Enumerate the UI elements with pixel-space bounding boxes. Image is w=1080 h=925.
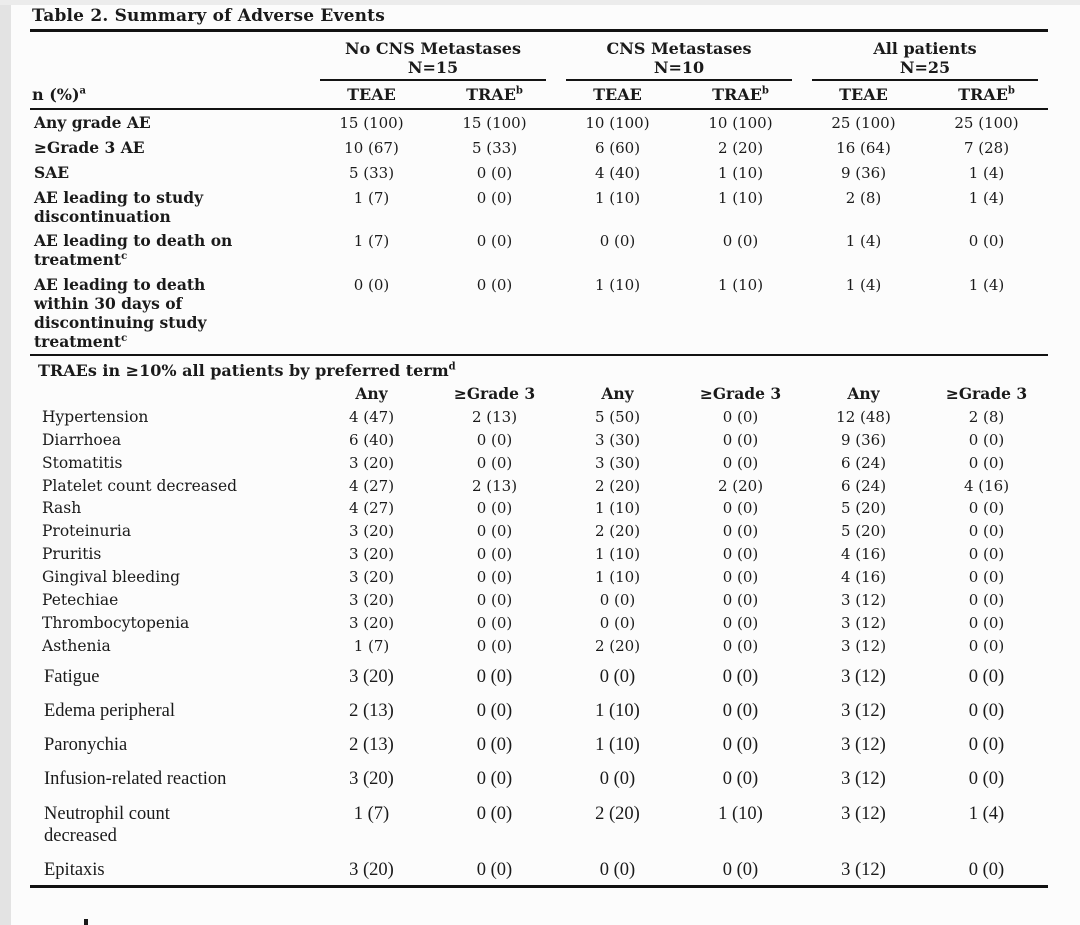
value-cell: 25 (100)	[954, 113, 1019, 132]
value-cell: 0 (0)	[476, 769, 513, 790]
row-label: Epitaxis	[30, 851, 310, 887]
group-name: CNS Metastases	[606, 39, 752, 58]
value-cell: 6 (40)	[348, 430, 395, 449]
value-cell: 3 (20)	[348, 545, 395, 564]
value-cell: 3 (12)	[840, 591, 887, 610]
table-row	[30, 566, 1048, 589]
value-cell: 2 (13)	[349, 735, 394, 756]
value-cell: 4 (27)	[348, 476, 395, 495]
value-cell: 3 (20)	[349, 769, 394, 790]
row-label: Diarrhoea	[42, 430, 122, 449]
value-cell: 3 (12)	[841, 666, 886, 687]
value-cell: 25 (100)	[831, 113, 896, 132]
value-cell: 4 (27)	[348, 499, 395, 518]
value-cell: 1 (7)	[353, 188, 390, 207]
value-cell: 0 (0)	[476, 591, 513, 610]
value-cell: 0 (0)	[722, 545, 759, 564]
value-cell: 0 (0)	[476, 614, 513, 633]
value-cell: 0 (0)	[476, 735, 513, 756]
row-label: Edema peripheral	[44, 701, 175, 722]
value-cell: 0 (0)	[722, 430, 759, 449]
row-label: Any grade AE	[34, 112, 151, 132]
value-cell: 1 (10)	[594, 188, 641, 207]
value-cell: 0 (0)	[722, 522, 759, 541]
section2-title: TRAEs in ≥10% all patients by preferred term$^d$	[30, 355, 1048, 382]
value-cell: 3 (12)	[841, 735, 886, 756]
value-cell: 3 (12)	[840, 614, 887, 633]
value-cell: 16 (64)	[836, 138, 891, 157]
value-cell: 2 (20)	[717, 476, 764, 495]
footnote-cutoff-mark	[84, 919, 88, 925]
value-cell: 0 (0)	[476, 545, 513, 564]
value-cell: 2 (20)	[717, 138, 764, 157]
value-cell: 1 (7)	[353, 803, 390, 824]
section2-subheader-row	[30, 382, 1048, 406]
value-cell: 6 (24)	[840, 453, 887, 472]
value-cell: 0 (0)	[968, 614, 1005, 633]
value-cell: 0 (0)	[476, 430, 513, 449]
table-row	[30, 135, 1048, 160]
group-name: All patients	[873, 39, 977, 58]
value-cell: 6 (60)	[594, 138, 641, 157]
value-cell: 10 (100)	[708, 113, 773, 132]
table-row	[30, 429, 1048, 452]
table-row	[30, 406, 1048, 429]
value-cell: 7 (28)	[963, 138, 1010, 157]
table-row	[30, 185, 1048, 229]
value-cell: 0 (0)	[968, 430, 1005, 449]
value-cell: 15 (100)	[339, 113, 404, 132]
value-cell: 0 (0)	[968, 568, 1005, 587]
table-row	[30, 543, 1048, 566]
value-cell: 0 (0)	[476, 803, 513, 824]
row-label: Gingival bleeding	[42, 568, 181, 587]
group-header-cns	[556, 32, 802, 81]
value-cell: 3 (20)	[310, 851, 433, 887]
value-cell: 2 (20)	[594, 522, 641, 541]
value-cell: 0 (0)	[968, 499, 1005, 518]
value-cell: 2 (13)	[471, 476, 518, 495]
value-cell: 0 (0)	[476, 701, 513, 722]
col-header-trae: TRAE$^b$	[925, 81, 1048, 109]
value-cell: 0 (0)	[968, 636, 1005, 655]
value-cell: 0 (0)	[476, 568, 513, 587]
value-cell: 1 (4)	[968, 803, 1005, 824]
value-cell: 0 (0)	[722, 453, 759, 472]
table-row	[30, 635, 1048, 658]
group-header-all-patients	[802, 32, 1048, 81]
subheader-row	[30, 81, 1048, 109]
value-cell: 1 (10)	[594, 499, 641, 518]
row-label: AE leading to death on treatment$^c$	[34, 231, 233, 270]
value-cell: 3 (30)	[594, 453, 641, 472]
row-label: AE leading to study discontinuation	[34, 187, 204, 226]
value-cell: 0 (0)	[476, 522, 513, 541]
col-header-any: Any	[355, 383, 388, 403]
value-cell: 3 (20)	[348, 614, 395, 633]
row-label: Hypertension	[42, 407, 149, 426]
value-cell: 1 (10)	[717, 188, 764, 207]
value-cell: 0 (0)	[968, 769, 1005, 790]
section2-header-row	[30, 355, 1048, 382]
value-cell: 4 (16)	[840, 545, 887, 564]
value-cell: 1 (10)	[594, 545, 641, 564]
value-cell: 0 (0)	[599, 666, 636, 687]
col-header-trae: TRAE$^b$	[433, 81, 556, 109]
value-cell: 5 (20)	[840, 499, 887, 518]
table-row	[30, 520, 1048, 543]
empty-cell	[30, 382, 310, 406]
value-cell: 0 (0)	[599, 769, 636, 790]
value-cell: 4 (40)	[594, 163, 641, 182]
value-cell: 0 (0)	[722, 735, 759, 756]
value-cell: 12 (48)	[836, 407, 891, 426]
value-cell: 0 (0)	[599, 232, 636, 251]
table-row	[30, 160, 1048, 185]
value-cell: 0 (0)	[476, 636, 513, 655]
value-cell: 0 (0)	[925, 851, 1048, 887]
value-cell: 10 (100)	[585, 113, 650, 132]
group-n: N=10	[653, 58, 705, 78]
table-row	[30, 612, 1048, 635]
value-cell: 1 (10)	[595, 735, 640, 756]
value-cell: 0 (0)	[722, 636, 759, 655]
value-cell: 0 (0)	[599, 591, 636, 610]
table-row	[30, 452, 1048, 475]
value-cell: 0 (0)	[476, 163, 513, 182]
value-cell: 0 (0)	[722, 232, 759, 251]
value-cell: 0 (0)	[476, 666, 513, 687]
table-row	[30, 272, 1048, 355]
value-cell: 5 (33)	[471, 138, 518, 157]
value-cell: 3 (20)	[348, 522, 395, 541]
row-label: Asthenia	[42, 636, 111, 655]
col-header-grade3: ≥Grade 3	[945, 383, 1028, 403]
col-header-grade3: ≥Grade 3	[453, 383, 536, 403]
value-cell: 5 (20)	[840, 522, 887, 541]
value-cell: 0 (0)	[476, 499, 513, 518]
table-title: Table 2. Summary of Adverse Events	[30, 6, 1048, 32]
value-cell: 0 (0)	[968, 735, 1005, 756]
row-label: Thrombocytopenia	[42, 614, 190, 633]
value-cell: 2 (20)	[594, 476, 641, 495]
empty-corner-cell	[30, 32, 310, 81]
value-cell: 1 (7)	[353, 232, 390, 251]
value-cell: 0 (0)	[722, 769, 759, 790]
value-cell: 2 (20)	[595, 803, 640, 824]
row-label: Paronychia	[44, 735, 128, 756]
value-cell: 1 (10)	[594, 276, 641, 295]
value-cell: 0 (0)	[476, 453, 513, 472]
value-cell: 0 (0)	[556, 851, 679, 887]
table-row	[30, 692, 1048, 726]
value-cell: 3 (12)	[841, 803, 886, 824]
value-cell: 2 (8)	[968, 407, 1005, 426]
value-cell: 2 (13)	[349, 701, 394, 722]
group-header-no-cns	[310, 32, 556, 81]
group-n: N=25	[899, 58, 951, 78]
row-label: Pruritis	[42, 545, 102, 564]
value-cell: 3 (12)	[841, 769, 886, 790]
value-cell: 1 (10)	[717, 163, 764, 182]
value-cell: 0 (0)	[968, 701, 1005, 722]
value-cell: 0 (0)	[476, 232, 513, 251]
value-cell: 3 (20)	[348, 568, 395, 587]
column-group-header-row	[30, 32, 1048, 81]
value-cell: 0 (0)	[722, 568, 759, 587]
value-cell: 2 (13)	[471, 407, 518, 426]
row-label: Rash	[42, 499, 82, 518]
value-cell: 2 (20)	[594, 636, 641, 655]
col-header-trae: TRAE$^b$	[679, 81, 802, 109]
value-cell: 5 (33)	[348, 163, 395, 182]
value-cell: 9 (36)	[840, 163, 887, 182]
value-cell: 10 (67)	[344, 138, 399, 157]
table-row	[30, 109, 1048, 135]
value-cell: 0 (0)	[433, 851, 556, 887]
table-row	[30, 726, 1048, 760]
table-row	[30, 497, 1048, 520]
value-cell: 0 (0)	[722, 499, 759, 518]
row-label: SAE	[34, 162, 70, 182]
group-n: N=15	[407, 58, 459, 78]
col-header-any: Any	[847, 383, 880, 403]
table-row	[30, 851, 1048, 887]
value-cell: 1 (4)	[968, 163, 1005, 182]
table-row	[30, 658, 1048, 692]
table-row	[30, 475, 1048, 498]
value-cell: 4 (16)	[840, 568, 887, 587]
value-cell: 1 (10)	[595, 701, 640, 722]
value-cell: 0 (0)	[722, 701, 759, 722]
value-cell: 0 (0)	[968, 545, 1005, 564]
value-cell: 0 (0)	[722, 666, 759, 687]
table-row	[30, 589, 1048, 612]
value-cell: 0 (0)	[722, 614, 759, 633]
value-cell: 0 (0)	[968, 232, 1005, 251]
value-cell: 1 (10)	[717, 276, 764, 295]
value-cell: 1 (4)	[968, 188, 1005, 207]
row-label: AE leading to death within 30 days of discontinuing study treatment$^c$	[34, 275, 207, 351]
col-header-teae: TEAE	[802, 81, 925, 109]
value-cell: 3 (12)	[840, 636, 887, 655]
value-cell: 9 (36)	[840, 430, 887, 449]
row-label: Proteinuria	[42, 522, 132, 541]
value-cell: 0 (0)	[968, 453, 1005, 472]
col-header-teae: TEAE	[310, 81, 433, 109]
scan-edge-top	[0, 0, 1080, 5]
row-label: Fatigue	[44, 666, 100, 687]
value-cell: 2 (8)	[845, 188, 882, 207]
value-cell: 3 (12)	[802, 851, 925, 887]
row-label: Petechiae	[42, 591, 119, 610]
value-cell: 1 (10)	[718, 803, 763, 824]
value-cell: 0 (0)	[679, 851, 802, 887]
value-cell: 15 (100)	[462, 113, 527, 132]
value-cell: 1 (10)	[594, 568, 641, 587]
value-cell: 5 (50)	[594, 407, 641, 426]
value-cell: 0 (0)	[722, 591, 759, 610]
row-label: Platelet count decreased	[42, 476, 238, 495]
value-cell: 3 (20)	[349, 666, 394, 687]
row-label: Stomatitis	[42, 453, 123, 472]
table-row	[30, 760, 1048, 794]
value-cell: 0 (0)	[476, 188, 513, 207]
row-label: ≥Grade 3 AE	[34, 137, 145, 157]
value-cell: 3 (12)	[841, 701, 886, 722]
col-header-teae: TEAE	[556, 81, 679, 109]
adverse-events-table	[30, 32, 1048, 888]
value-cell: 1 (4)	[845, 232, 882, 251]
row-label: Neutrophil count decreased	[44, 803, 170, 846]
value-cell: 4 (47)	[348, 407, 395, 426]
col-header-any: Any	[601, 383, 634, 403]
value-cell: 1 (4)	[968, 276, 1005, 295]
value-cell: 0 (0)	[599, 614, 636, 633]
row-label: Infusion-related reaction	[44, 769, 227, 790]
group-name: No CNS Metastases	[345, 39, 521, 58]
value-cell: 3 (20)	[348, 591, 395, 610]
table-row	[30, 228, 1048, 272]
value-cell: 3 (30)	[594, 430, 641, 449]
value-cell: 0 (0)	[968, 591, 1005, 610]
value-cell: 1 (4)	[845, 276, 882, 295]
n-percent-header: n (%)$^a$	[30, 81, 310, 109]
value-cell: 0 (0)	[722, 407, 759, 426]
value-cell: 0 (0)	[968, 666, 1005, 687]
value-cell: 3 (20)	[348, 453, 395, 472]
value-cell: 4 (16)	[963, 476, 1010, 495]
col-header-grade3: ≥Grade 3	[699, 383, 782, 403]
table-row	[30, 795, 1048, 851]
value-cell: 6 (24)	[840, 476, 887, 495]
value-cell: 0 (0)	[968, 522, 1005, 541]
table-content	[30, 6, 1048, 888]
value-cell: 1 (7)	[353, 636, 390, 655]
scan-edge-left	[0, 0, 11, 925]
value-cell: 0 (0)	[476, 276, 513, 295]
value-cell: 0 (0)	[353, 276, 390, 295]
